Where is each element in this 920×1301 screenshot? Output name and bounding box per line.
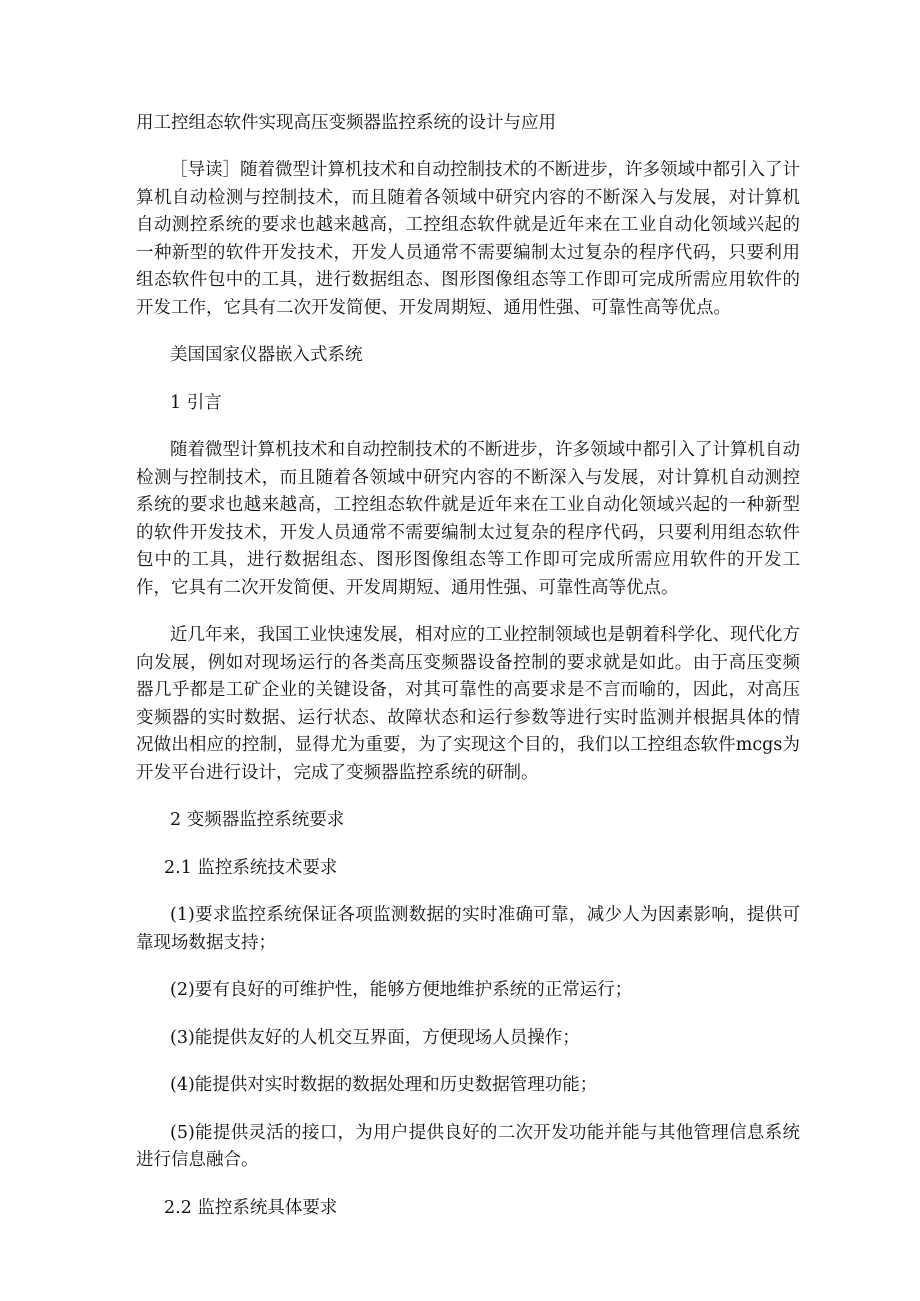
- source-line: 美国国家仪器嵌入式系统: [170, 345, 363, 365]
- section-heading-introduction: 1 引言: [170, 392, 222, 413]
- requirement-item: (5)能提供灵活的接口，为用户提供良好的二次开发功能并能与其他管理信息系统进行信息融合。: [136, 1122, 800, 1170]
- subsection-heading-technical: 2.1 监控系统技术要求: [164, 857, 338, 878]
- document-title: 用工控组态软件实现高压变频器监控系统的设计与应用: [136, 113, 556, 133]
- body-paragraph: 随着微型计算机技术和自动控制技术的不断进步，许多领域中都引入了计算机自动检测与控制技术，而且随着各领域中研究内容的不断深入与发展，对计算机自动测控系统的要求也越来越高，工控组态软件就是近年来在工业自动化领域兴起的一种新型的软件开发技术，开发人员通常不需要编制太过复杂的程序代码，只要利用组态软件包中的工具，进行数据组态、图形图像组态等工作即可完成所需应用软件的开发工作，它具有二次开发简便、开发周期短、通用性强、可靠性高等优点。: [136, 440, 800, 598]
- requirement-item: (3)能提供友好的人机交互界面，方便现场人员操作；: [170, 1027, 580, 1048]
- section-heading-requirements: 2 变频器监控系统要求: [170, 810, 345, 830]
- requirement-item: (4)能提供对实时数据的数据处理和历史数据管理功能；: [170, 1075, 598, 1095]
- body-paragraph: 近几年来，我国工业快速发展，相对应的工业控制领域也是朝着科学化、现代化方向发展，例如对现场运行的各类高压变频器设备控制的要求就是如此。由于高压变频器几乎都是工矿企业的关键设备，对其可靠性的高要求是不言而喻的，因此，对高压变频器的实时数据、运行状态、故障状态和运行参数等进行实时监测并根据具体的情况做出相应的控制，显得尤为重要，为了实现这个目的，我们以工控组态软件mcgs为开发平台进行设计，完成了变频器监控系统的研制。: [136, 625, 800, 783]
- subsection-heading-specific: 2.2 监控系统具体要求: [164, 1197, 338, 1218]
- requirement-item: (1)要求监控系统保证各项监测数据的实时准确可靠，减少人为因素影响，提供可靠现场数据支持；: [136, 905, 800, 953]
- lead-paragraph: ［导读］随着微型计算机技术和自动控制技术的不断进步，许多领域中都引入了计算机自动检测与控制技术，而且随着各领域中研究内容的不断深入与发展，对计算机自动测控系统的要求也越来越高，工控组态软件就是近年来在工业自动化领域兴起的一种新型的软件开发技术，开发人员通常不需要编制太过复杂的程序代码，只要利用组态软件包中的工具，进行数据组态、图形图像组态等工作即可完成所需应用软件的开发工作，它具有二次开发简便、开发周期短、通用性强、可靠性高等优点。: [136, 160, 800, 318]
- requirement-item: (2)要有良好的可维护性，能够方便地维护系统的正常运行；: [170, 980, 633, 1000]
- document-page: [136, 110, 800, 1242]
